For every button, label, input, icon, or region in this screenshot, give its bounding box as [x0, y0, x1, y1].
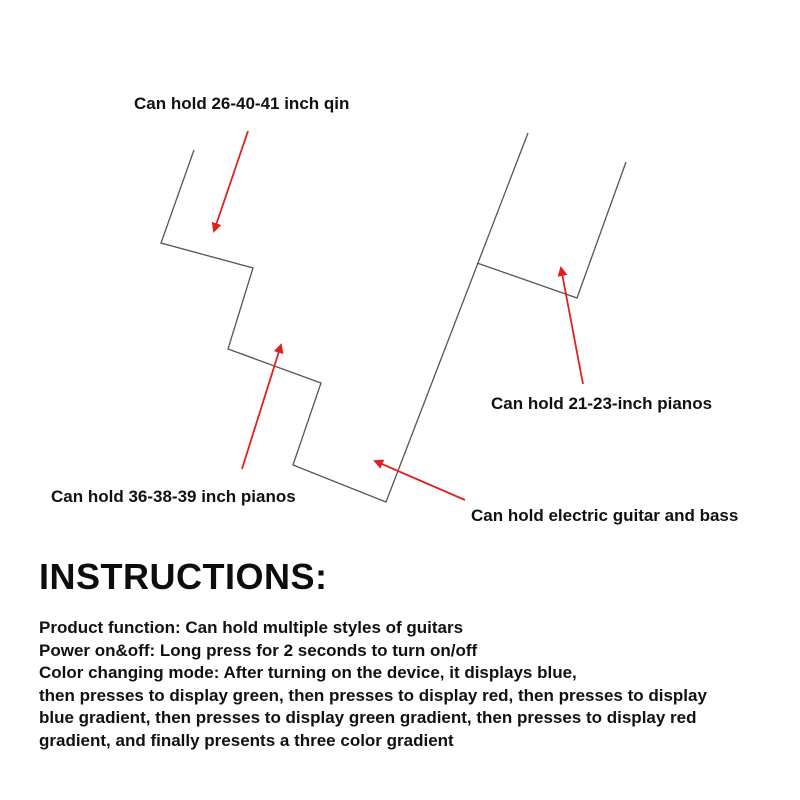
small-pianos-arrow — [561, 268, 583, 384]
qin-arrow — [214, 131, 248, 231]
instructions-heading: INSTRUCTIONS: — [39, 556, 328, 597]
large-pianos-arrow — [242, 345, 281, 469]
color-mode-line-2: then presses to display green, then presses to display red, then presses to display — [39, 685, 707, 705]
color-mode-line-1: Color changing mode: After turning on the device, it displays blue, — [39, 663, 577, 682]
stand-stepped-profile — [161, 133, 528, 502]
color-mode-line-3: blue gradient, then presses to display green gradient, then presses to display red — [39, 708, 697, 727]
instructions-body — [39, 617, 784, 752]
stand-upper-right-profile — [477, 162, 626, 298]
color-mode-line-4: gradient, and finally presents a three color gradient — [39, 730, 454, 750]
qin-callout-label: Can hold 26-40-41 inch qin — [134, 94, 350, 113]
guitar-bass-callout-label: Can hold electric guitar and bass — [471, 506, 739, 525]
small-pianos-callout-label: Can hold 21-23-inch pianos — [491, 394, 713, 413]
power-line: Power on&off: Long press for 2 seconds to turn on/off — [39, 640, 478, 660]
product-function-line: Product function: Can hold multiple styles of guitars — [39, 618, 464, 637]
large-pianos-callout-label: Can hold 36-38-39 inch pianos — [51, 487, 296, 506]
